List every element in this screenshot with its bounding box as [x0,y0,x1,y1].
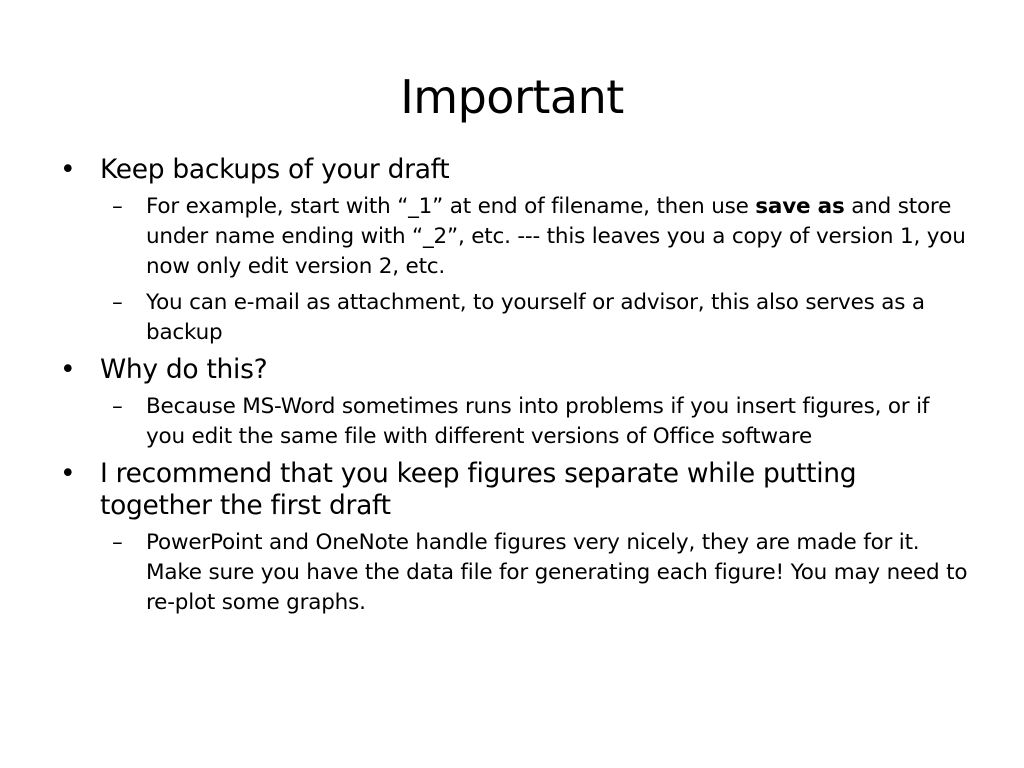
dash-icon: – [112,290,123,315]
sub-text: PowerPoint and OneNote handle figures very nicely, they are made for it. Make sure you have the data file for generating each figure! You may need to re-plot some graphs. [146,530,968,615]
bullet-icon: • [60,458,76,489]
slide-content [58,154,968,624]
sub-text: Because MS-Word sometimes runs into problems if you insert figures, or if you edit the same file with different versions of Office software [146,394,930,449]
bullet-item [58,458,968,522]
sub-item [58,192,968,282]
bullet-item [58,354,968,386]
sub-item [58,392,968,452]
dash-icon: – [112,530,123,555]
bullet-text: Why do this? [100,354,268,385]
bullet-text: Keep backups of your draft [100,154,450,185]
slide-title: Important [400,70,624,124]
sub-text-tail: and store under name ending with “_2”, etc. --- this leaves you a copy of version 1, you now only edit version 2, etc. [146,194,966,279]
sub-list [58,192,968,348]
sub-text: For example, start with “_1” at end of filename, then use [146,194,756,219]
dash-icon: – [112,394,123,419]
bullet-text: I recommend that you keep figures separate while putting together the first draft [100,458,857,521]
sub-list [58,392,968,452]
sub-list [58,528,968,618]
bullet-icon: • [60,354,76,385]
dash-icon: – [112,194,123,219]
sub-text: You can e-mail as attachment, to yourself or advisor, this also serves as a backup [146,290,925,345]
bullet-item [58,154,968,186]
sub-text-bold: save as [755,194,845,219]
bullet-icon: • [60,154,76,185]
sub-item [58,288,968,348]
sub-item [58,528,968,618]
